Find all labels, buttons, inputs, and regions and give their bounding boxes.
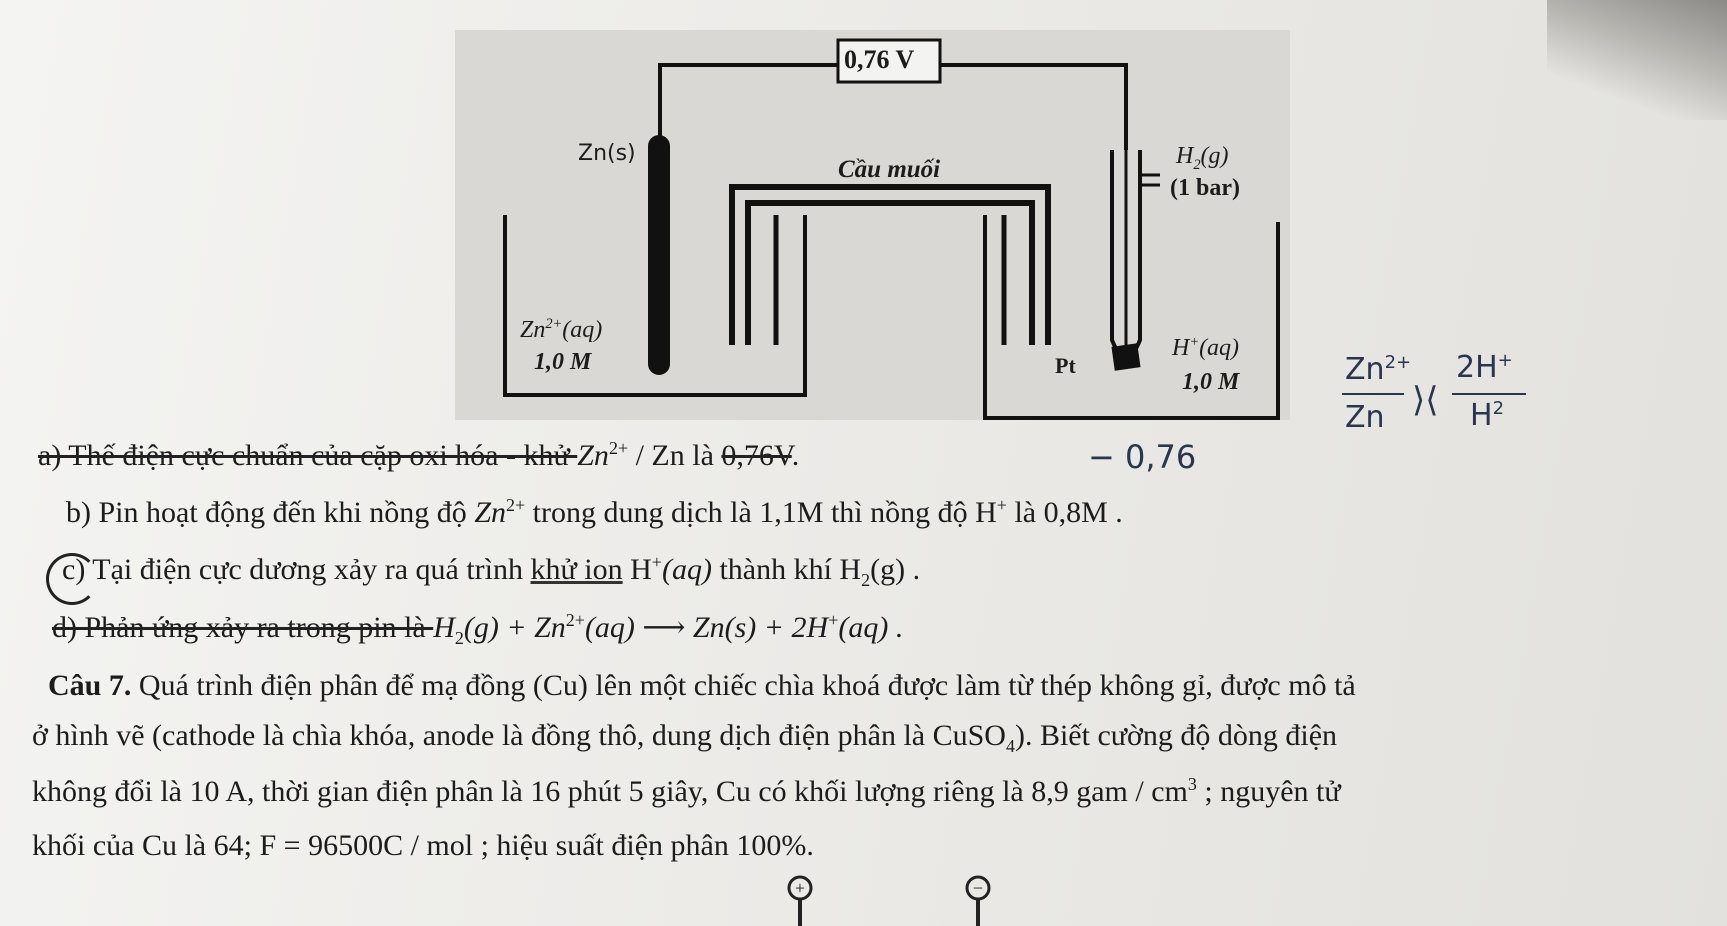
handwritten-zn2: $Zn^{2+}$ bbox=[1345, 352, 1412, 387]
handwritten-answer-a: − 0,76 bbox=[1088, 438, 1197, 476]
handwritten-fraction-bar-2 bbox=[1452, 393, 1526, 395]
platinum-foil bbox=[1111, 343, 1140, 370]
handwritten-zn: Zn bbox=[1345, 400, 1385, 435]
h-ion-label: H+(aq) bbox=[1172, 334, 1240, 361]
zn-ion-label: $Zn^{2+}(aq)$ bbox=[520, 316, 603, 343]
h2-pressure-label: (1 bar) bbox=[1170, 175, 1240, 201]
zinc-electrode bbox=[648, 135, 670, 375]
question-7-line-3: không đổi là 10 A, thời gian điện phân là 16 phút 5 giây, Cu có khối lượng riêng là 8,9 gam / $cm^3$ ; nguyên tử bbox=[32, 774, 1341, 808]
question-7-line-1: Câu 7. Quá trình điện phân để mạ đồng (Cu) lên một chiếc chìa khoá được làm từ thép không gỉ, được mô tả bbox=[48, 669, 1356, 702]
statement-b: b) Pin hoạt động đến khi nồng độ $Zn^{2+}$ trong dung dịch là 1,1M thì nồng độ H+ là 0,8M . bbox=[66, 495, 1123, 529]
question-7-line-4: khối của Cu là 64; F = 96500C / mol ; hiệu suất điện phân 100%. bbox=[32, 829, 814, 862]
handwritten-h2: $H^2$ bbox=[1470, 398, 1505, 433]
statement-a: a) Thế điện cực chuẩn của cặp oxi hóa - khử $Zn^{2+}$ / Zn là 0,76V. bbox=[38, 438, 800, 472]
pt-label: Pt bbox=[1055, 353, 1076, 378]
zn-electrode-label: Zn(s) bbox=[578, 141, 636, 166]
handwritten-cross: ⟩⟨ bbox=[1412, 380, 1439, 420]
h2-gas-label: $H_2(g)$ bbox=[1176, 143, 1229, 173]
handwritten-2h: 2H+ bbox=[1456, 350, 1513, 385]
h-conc-label: 1,0 M bbox=[1182, 369, 1240, 395]
minus-terminal-label: − bbox=[972, 878, 984, 898]
voltmeter-label: 0,76 V bbox=[844, 45, 915, 74]
salt-bridge-label: Cầu muối bbox=[838, 156, 941, 183]
question-7-line-2: ở hình vẽ (cathode là chìa khóa, anode là đồng thô, dung dịch điện phân là CuSO$_4$). Biết cường độ dòng điện bbox=[32, 719, 1338, 756]
plus-terminal-label: + bbox=[794, 878, 806, 898]
statement-d: d) Phản ứng xảy ra trong pin là $H_2(g) + Zn^{2+}(aq)$ ⟶ Zn(s) + 2H+(aq) . bbox=[52, 610, 904, 648]
handwritten-fraction-bar bbox=[1342, 393, 1404, 395]
statement-c: c) Tại điện cực dương xảy ra quá trình khử ion H+(aq) thành khí $H_2(g)$ . bbox=[62, 552, 921, 590]
zn-conc-label: 1,0 M bbox=[534, 349, 592, 375]
